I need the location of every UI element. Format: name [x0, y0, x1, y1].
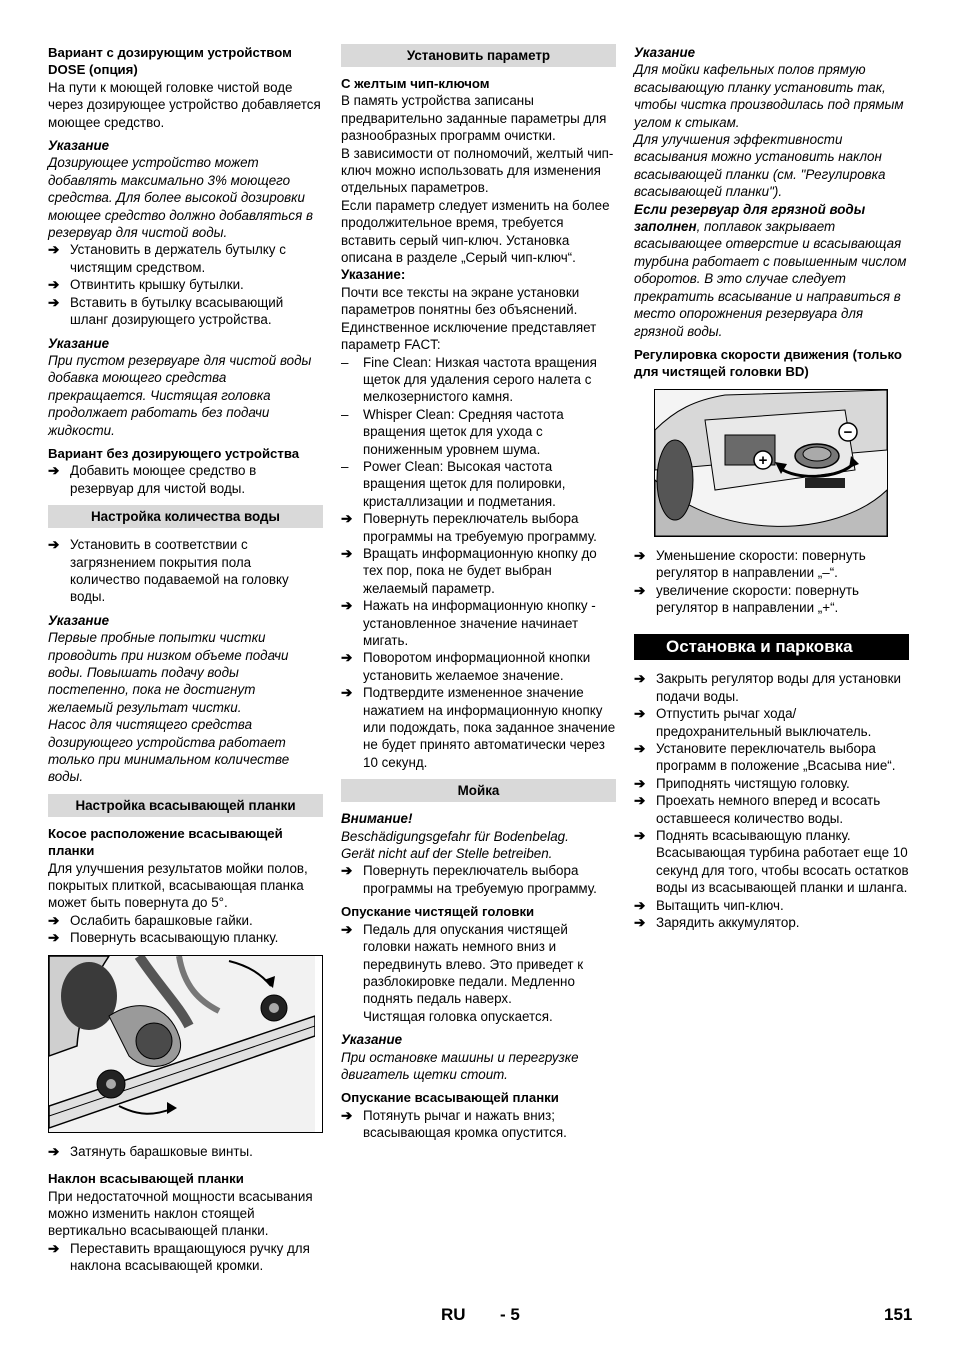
- list-item: ➔ Нажать на информационную кнопку - установленное значение начинает мигать.: [341, 598, 596, 648]
- section-bar-water: Настройка количества воды: [48, 505, 323, 528]
- list-item: ➔ Педаль для опускания чистящей головки нажать немного вниз и передвинуть влево. Это приведет к разблокировке педали. Медленно поднять педаль наверх.: [341, 921, 584, 1007]
- note-text: При пустом резервуаре для чистой воды добавка моющего средства прекращается. Чистящая головка продолжает работать без подачи жидкости.: [48, 352, 312, 438]
- note-text: Если резервуар для грязной воды заполнен, поплавок закрывает всасывающее отверстие и всасывающая турбина работает с повышенным числом оборотов. В это случае следует прекратить всасывание и направиться в место опорожнения резервуара для грязной воды.: [634, 201, 907, 339]
- arrow-icon: ➔: [48, 463, 60, 479]
- list-item: ➔ Вытащить чип-ключ.: [634, 897, 784, 913]
- arrow-icon: ➔: [341, 650, 353, 666]
- page-number: 151: [884, 1305, 913, 1324]
- list-item: ➔ Отвинтить крышку бутылки.: [48, 277, 244, 293]
- speed-regulator-illustration: [654, 389, 888, 537]
- arrow-icon: ➔: [634, 897, 646, 913]
- list-item: ➔ Уменьшение скорости: повернуть регулятор в направлении „–“.: [634, 547, 866, 581]
- list-item: – Fine Clean: Низкая частота вращения щеток для удаления серого налета с мелкозернистого камня.: [341, 354, 597, 405]
- list-item: – Power Clean: Высокая частота вращения щеток для полировки, кристаллизации и подметания.: [341, 458, 566, 509]
- arrow-icon: ➔: [634, 793, 646, 809]
- note-label: Указание: [48, 138, 110, 154]
- list-item: ➔ Приподнять чистящую головку.: [634, 775, 850, 791]
- list-item: ➔ увеличение скорости: повернуть регулятор в направлении „+“.: [634, 582, 859, 615]
- list-item: ➔ Повернуть переключатель выбора программы на требуемую программу.: [341, 511, 597, 544]
- column-left: [48, 44, 323, 1275]
- column-right: [634, 44, 909, 931]
- paragraph: Всасывающая турбина работает еще 10 секунд для того, чтобы всосать остатков воды из всасывающей планки и шланга.: [656, 845, 909, 896]
- list-item: ➔ Поворотом информационной кнопки установить желаемое значение.: [341, 650, 591, 683]
- arrow-icon: ➔: [341, 545, 353, 561]
- list-item: ➔ Повернуть переключатель выбора программы на требуемую программу.: [341, 863, 597, 896]
- arrow-icon: ➔: [634, 915, 646, 931]
- arrow-icon: ➔: [48, 242, 60, 258]
- heading-dose-variant: Вариант с дозирующим устройством DOSE (опция): [48, 45, 292, 78]
- column-middle: [341, 44, 616, 1142]
- arrow-icon: ➔: [48, 930, 60, 946]
- arrow-icon: ➔: [341, 511, 353, 527]
- arrow-icon: ➔: [48, 294, 60, 310]
- list-item: ➔ Зарядить аккумулятор.: [634, 915, 800, 931]
- list-item: ➔ Отпустить рычаг хода/предохранительный выключатель.: [634, 706, 872, 739]
- heading-no-dose: Вариант без дозирующего устройства: [48, 445, 300, 461]
- heading-lower-squeegee: Опускание всасывающей планки: [341, 1090, 559, 1106]
- heading-oblique: Косое расположение всасывающей планки: [48, 825, 283, 859]
- section-bar-wash: Мойка: [341, 779, 616, 802]
- list-item: ➔ Потянуть рычаг и нажать вниз; всасывающая кромка опустится.: [341, 1107, 567, 1141]
- paragraph: На пути к моющей головке чистой воде через дозирующее устройство добавляется моющее средство.: [48, 79, 321, 130]
- arrow-icon: ➔: [341, 598, 353, 614]
- heading-lower-head: Опускание чистящей головки: [341, 904, 535, 920]
- list-item: ➔ Затянуть барашковые винты.: [48, 1143, 253, 1159]
- note-text: Для улучшения эффективности всасывания можно установить наклон всасывающей планки (см. "Регулировка всасывающей планки").: [634, 132, 886, 200]
- list-item: ➔ Вращать информационную кнопку до тех пор, пока не будет выбран желаемый параметр.: [341, 545, 597, 596]
- list-item: ➔ Проехать немного вперед и всосать оставшееся количество воды.: [634, 793, 881, 826]
- note-text: При остановке машины и перегрузке двигатель щетки стоит.: [341, 1049, 579, 1082]
- note-label: Указание: [48, 335, 110, 351]
- note-label: Указание: [48, 612, 110, 628]
- list-item: ➔ Поднять всасывающую планку.: [634, 828, 851, 843]
- arrow-icon: ➔: [634, 740, 646, 756]
- arrow-icon: ➔: [341, 863, 353, 879]
- list-item: – Whisper Clean: Средняя частота вращения щеток для ухода с пониженным уровнем шума.: [341, 406, 564, 457]
- note-label: Указание: [341, 1032, 403, 1048]
- paragraph: Почти все тексты на экране установки параметров понятны без объяснений. Единственное исключение представляет параметр FACT:: [341, 284, 597, 353]
- hint-label: Указание:: [341, 267, 406, 283]
- paragraph: В память устройства записаны предварительно заданные параметры для разнообразных программ очистки.: [341, 93, 607, 144]
- plus-label: +: [758, 451, 768, 469]
- note-label: Указание: [634, 45, 696, 60]
- arrow-icon: ➔: [341, 1107, 353, 1123]
- list-item: ➔ Установить в соответствии с загрязнением покрытия пола количество подаваемой на головку воды.: [48, 537, 289, 605]
- arrow-icon: ➔: [48, 277, 60, 293]
- list-item: ➔ Закрыть регулятор воды для установки подачи воды.: [634, 671, 901, 704]
- footer-language: RU: [441, 1305, 466, 1324]
- paragraph: Для улучшения результатов мойки полов, покрытых плиткой, всасывающая планка может быть повернута до 5°.: [48, 860, 308, 911]
- paragraph: Чистящая головка опускается.: [363, 1008, 553, 1024]
- note-text: Для мойки кафельных полов прямую всасывающую планку установить так, чтобы чистка производилась под прямым углом к стыкам.: [634, 62, 904, 130]
- arrow-icon: ➔: [634, 547, 646, 563]
- arrow-icon: ➔: [48, 1143, 60, 1159]
- paragraph: В зависимости от полномочий, желтый чип-ключ можно использовать для изменения отдельных параметров.: [341, 145, 614, 196]
- list-item: ➔ Подтвердите измененное значение нажатием на информационную кнопку или подождать, пока заданное значение не будет принято автоматически через 10 секунд.: [341, 685, 616, 770]
- warning-label: Внимание!: [341, 811, 413, 827]
- minus-label: −: [843, 423, 853, 441]
- heading-speed: Регулировка скорости движения (только для чистящей головки BD): [634, 346, 902, 380]
- section-bar-squeegee: Настройка всасывающей планки: [48, 794, 323, 817]
- heading-yellow-key: С желтым чип-ключом: [341, 76, 490, 91]
- arrow-icon: ➔: [341, 921, 353, 937]
- squeegee-illustration: [48, 955, 323, 1133]
- footer-section: - 5: [500, 1305, 520, 1324]
- note-text: Дозирующее устройство может добавлять максимально 3% моющего средства. Для более высокой дозировки моющее средство должно добавляться в резервуар для чистой воды.: [48, 155, 313, 241]
- arrow-icon: ➔: [634, 775, 646, 791]
- arrow-icon: ➔: [634, 706, 646, 722]
- arrow-icon: ➔: [634, 671, 646, 687]
- list-item: ➔ Переставить вращающуюся ручку для наклона всасывающей кромки.: [48, 1240, 310, 1274]
- warning-text: Beschädigungsgefahr für Bodenbelag.: [341, 828, 569, 844]
- list-item: ➔ Повернуть всасывающую планку.: [48, 930, 279, 946]
- arrow-icon: ➔: [341, 685, 353, 701]
- arrow-icon: ➔: [48, 912, 60, 928]
- arrow-icon: ➔: [634, 828, 646, 843]
- list-item: ➔ Вставить в бутылку всасывающий шланг дозирующего устройства.: [48, 294, 284, 328]
- note-text: Насос для чистящего средства дозирующего устройства работает только при минимальном количестве воды.: [48, 717, 290, 785]
- arrow-icon: ➔: [634, 582, 646, 598]
- list-item: ➔ Установить в держатель бутылку с чистящим средством.: [48, 242, 286, 275]
- list-item: ➔ Ослабить барашковые гайки.: [48, 912, 253, 928]
- warning-text: Gerät nicht auf der Stelle betreiben.: [341, 846, 553, 862]
- arrow-icon: ➔: [48, 1240, 60, 1256]
- arrow-icon: ➔: [48, 537, 60, 553]
- heading-tilt: Наклон всасывающей планки: [48, 1171, 244, 1187]
- note-text: Первые пробные попытки чистки проводить при низком объеме подачи воды. Повышать подачу воды постепенно, пока не достигнут желаемый результат чистки.: [48, 630, 289, 715]
- list-item: ➔ Добавить моющее средство в резервуар для чистой воды.: [48, 463, 257, 496]
- paragraph: Если параметр следует изменить на более продолжительное время, требуется вставить серый чип-ключ. Установка описана в разделе „Серый чип-ключ“.: [341, 197, 610, 266]
- section-bar-stop: Остановка и парковка: [634, 634, 909, 660]
- paragraph: При недостаточной мощности всасывания можно изменить наклон стоящей вертикально всасывающей планки.: [48, 1188, 313, 1239]
- list-item: ➔ Установите переключатель выбора программ в положение „Всасыва ние“.: [634, 740, 896, 774]
- section-bar-param: Установить параметр: [341, 44, 616, 67]
